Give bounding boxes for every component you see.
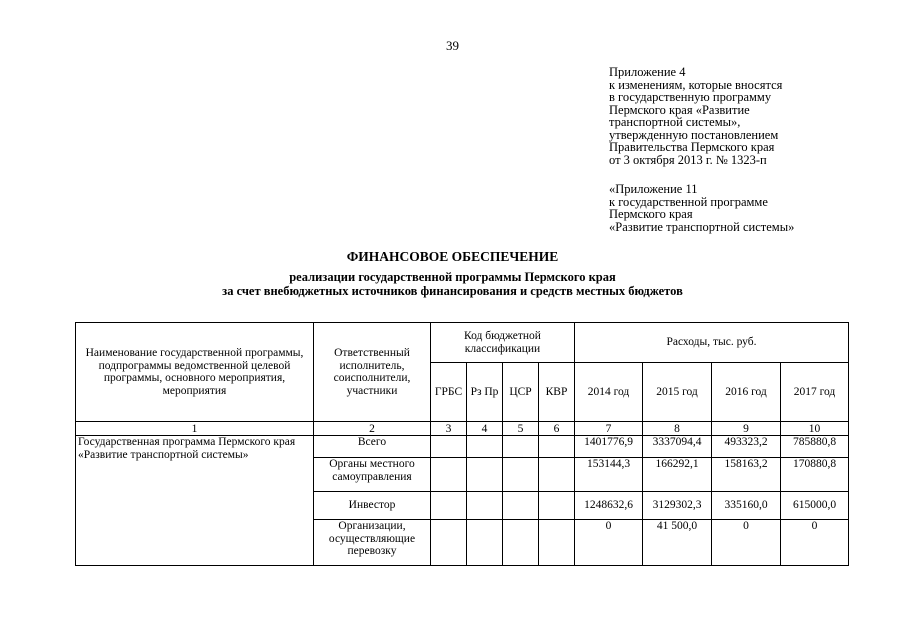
document-subtitle	[0, 270, 905, 298]
appendix-line: Приложение 4	[609, 65, 686, 79]
header-year-2017: 2017 год	[781, 363, 849, 422]
header-kvr: КВР	[539, 363, 575, 422]
value-2014: 0	[575, 520, 643, 566]
value-2015: 41 500,0	[643, 520, 712, 566]
value-2017: 0	[781, 520, 849, 566]
document-title: ФИНАНСОВОЕ ОБЕСПЕЧЕНИЕ	[346, 249, 559, 264]
subtitle-line-2: за счет внебюджетных источников финансирования и средств местных бюджетов	[222, 284, 683, 298]
column-number: 6	[539, 422, 575, 436]
value-2016: 0	[712, 520, 781, 566]
value-2016: 493323,2	[712, 436, 781, 458]
value-2014: 1248632,6	[575, 492, 643, 520]
header-year-2014: 2014 год	[575, 363, 643, 422]
column-number: 4	[467, 422, 503, 436]
header-csr: ЦСР	[503, 363, 539, 422]
value-2016: 158163,2	[712, 458, 781, 492]
appendix-line: Пермского края «Развитие	[609, 102, 750, 117]
header-expenses: Расходы, тыс. руб.	[575, 323, 849, 363]
appendix-line: к государственной программе	[609, 194, 768, 209]
value-2015: 3129302,3	[643, 492, 712, 520]
value-2015: 3337094,4	[643, 436, 712, 458]
appendix-line: от 3 октября 2013 г. № 1323-п	[609, 152, 767, 167]
appendix-line: «Приложение 11	[609, 182, 698, 196]
header-executor: Ответственный исполнитель, соисполнители, участники	[314, 323, 431, 422]
value-2014: 1401776,9	[575, 436, 643, 458]
value-2014: 153144,3	[575, 458, 643, 492]
header-rzpr: Рз Пр	[467, 363, 503, 422]
header-year-2015: 2015 год	[643, 363, 712, 422]
appendix-line: в государственную программу	[609, 90, 772, 104]
column-number: 2	[314, 422, 431, 436]
value-2016: 335160,0	[712, 492, 781, 520]
appendix-line: «Развитие транспортной системы»	[609, 219, 795, 234]
appendix-note-2	[609, 183, 899, 233]
appendix-line: Правительства Пермского края	[609, 140, 775, 154]
column-number: 5	[503, 422, 539, 436]
table-row	[76, 436, 849, 458]
page-number: 39	[446, 38, 459, 53]
header-budget-code: Код бюджетной классификации	[431, 323, 575, 363]
column-number: 1	[76, 422, 314, 436]
header-grbs: ГРБС	[431, 363, 467, 422]
executor-cell: Органы местного самоуправления	[314, 458, 431, 492]
value-2017: 170880,8	[781, 458, 849, 492]
appendix-line: к изменениям, которые вносятся	[609, 77, 783, 92]
column-number: 9	[712, 422, 781, 436]
appendix-line: транспортной системы»,	[609, 115, 741, 129]
appendix-note	[609, 66, 899, 166]
column-number: 7	[575, 422, 643, 436]
column-number: 8	[643, 422, 712, 436]
executor-cell: Организации, осуществляющие перевозку	[314, 520, 431, 566]
appendix-line: Пермского края	[609, 207, 693, 221]
financing-table	[75, 322, 849, 566]
executor-cell: Всего	[314, 436, 431, 458]
header-year-2016: 2016 год	[712, 363, 781, 422]
executor-cell: Инвестор	[314, 492, 431, 520]
column-number: 10	[781, 422, 849, 436]
subtitle-line-1: реализации государственной программы Пермского края	[289, 270, 616, 284]
column-number: 3	[431, 422, 467, 436]
program-name-cell: Государственная программа Пермского края «Развитие транспортной системы»	[76, 436, 314, 566]
value-2017: 615000,0	[781, 492, 849, 520]
value-2015: 166292,1	[643, 458, 712, 492]
value-2017: 785880,8	[781, 436, 849, 458]
appendix-line: утвержденную постановлением	[609, 127, 779, 142]
header-name: Наименование государственной программы, подпрограммы ведомственной целевой программы, основного мероприятия, мероприятия	[76, 323, 314, 422]
